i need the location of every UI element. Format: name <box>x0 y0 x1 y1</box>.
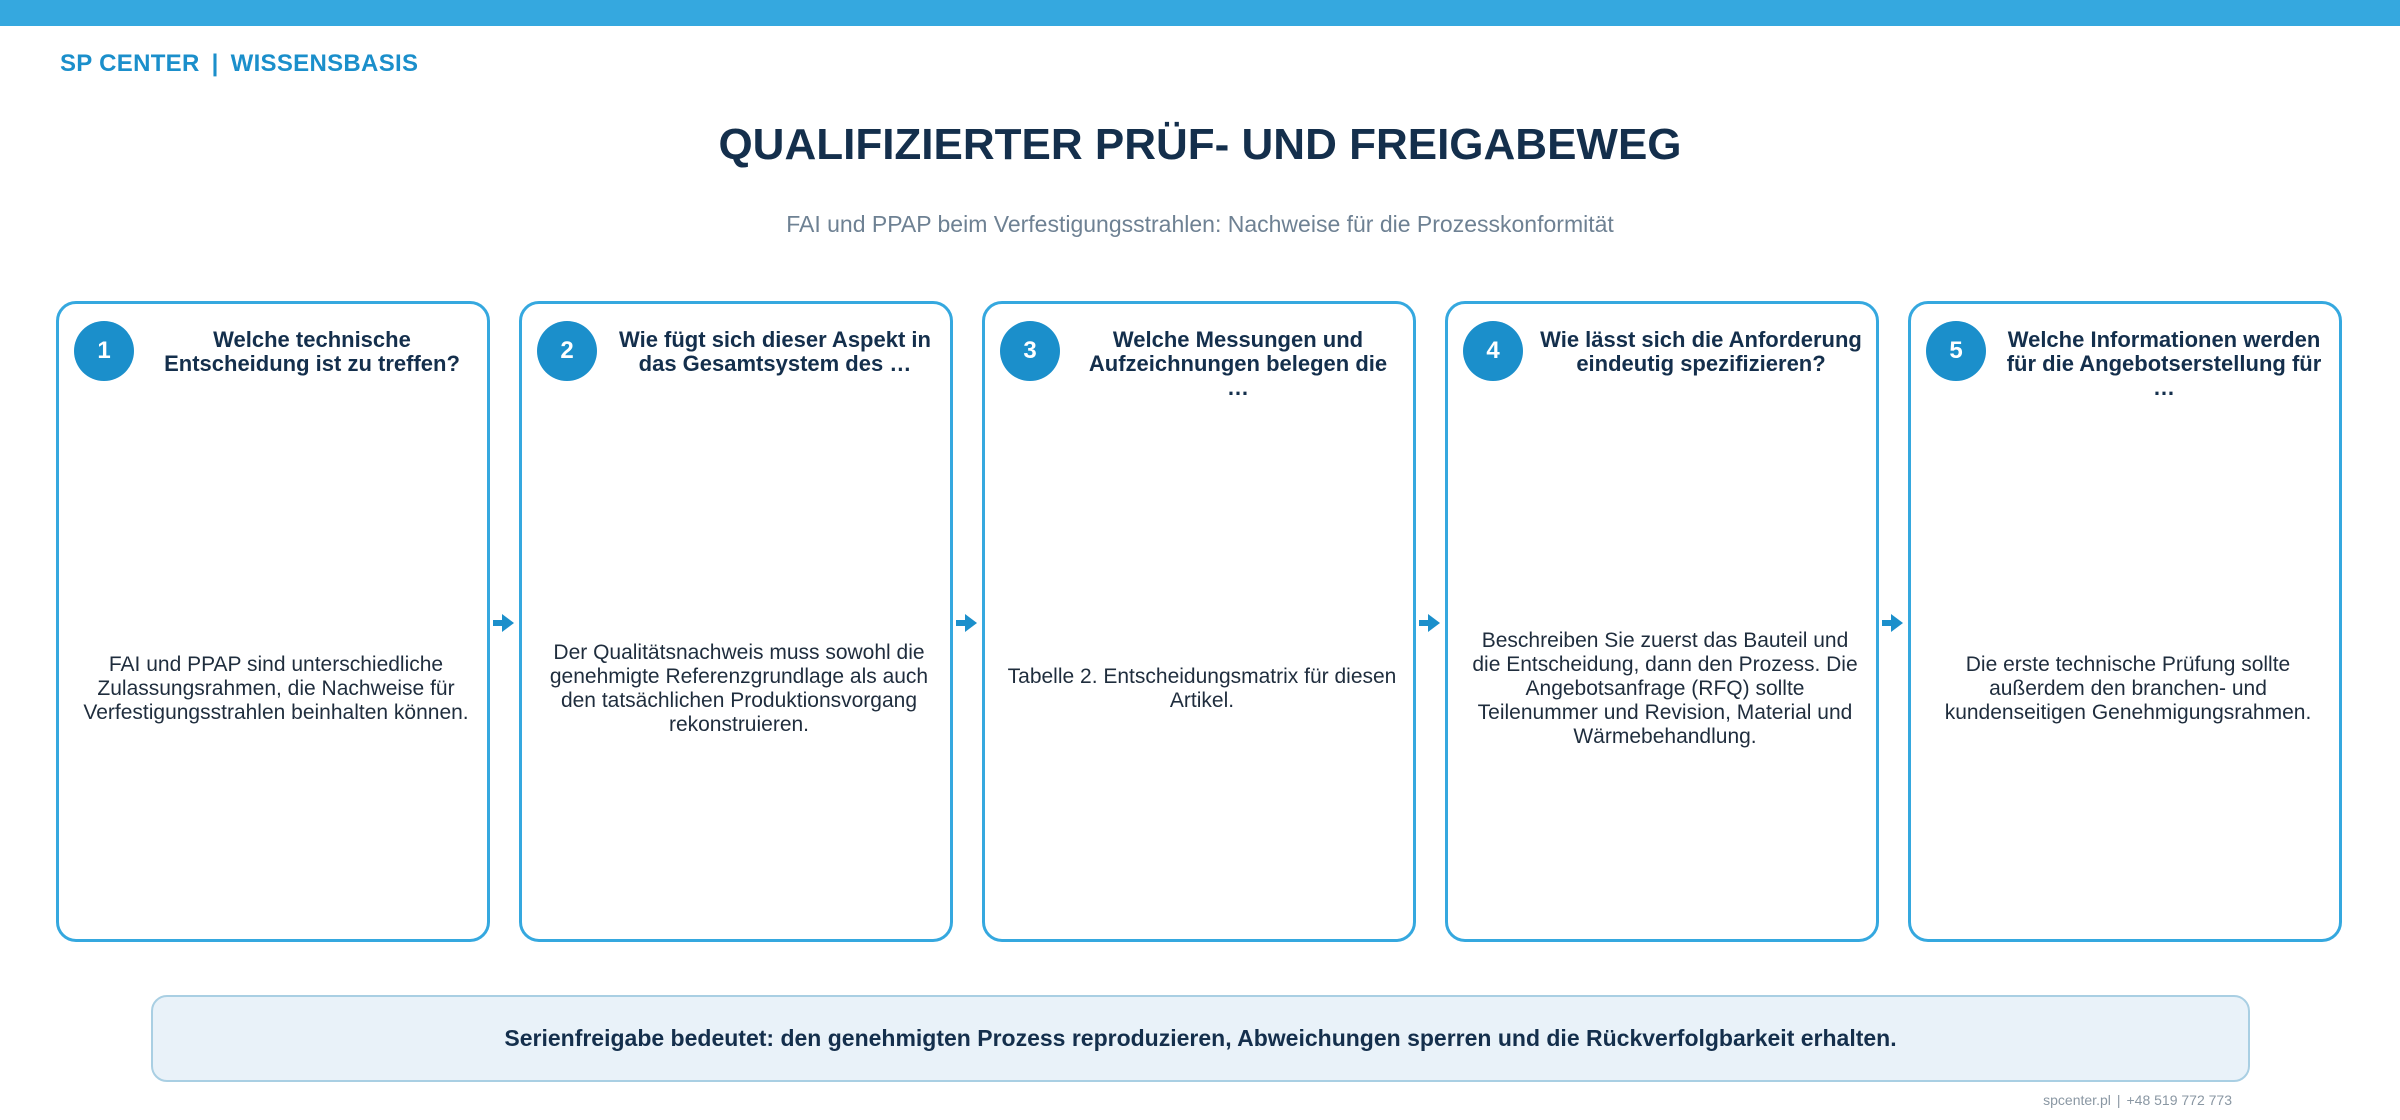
step-card-5 <box>1908 301 2342 942</box>
step-question: Welche technische Entscheidung ist zu treffen? <box>164 327 460 376</box>
summary-callout <box>151 995 2250 1082</box>
arrow-right-icon <box>493 612 515 634</box>
step-number-badge: 5 <box>1926 321 1986 381</box>
arrow-right-icon <box>956 612 978 634</box>
step-description: FAI und PPAP sind unterschiedliche Zulassungsrahmen, die Nachweise für Verfestigungsstrahlen beinhalten können. <box>83 653 469 724</box>
arrow-right-icon <box>1419 612 1441 634</box>
step-description: Die erste technische Prüfung sollte außerdem den branchen- und kundenseitigen Genehmigungsrahmen. <box>1944 653 2312 724</box>
page-title: QUALIFIZIERTER PRÜF- UND FREIGABEWEG <box>718 120 1682 169</box>
step-description: Der Qualitätsnachweis muss sowohl die genehmigte Referenzgrundlage als auch den tatsächlichen Produktionsvorgang rekonstruieren. <box>549 641 929 736</box>
step-card-3 <box>982 301 1416 942</box>
brand-divider: | <box>211 50 219 77</box>
contact-divider: | <box>2116 1092 2121 1108</box>
step-number-badge: 4 <box>1463 321 1523 381</box>
step-description: Tabelle 2. Entscheidungsmatrix für diesen Artikel. <box>1007 665 1397 712</box>
step-description: Beschreiben Sie zuerst das Bauteil und die Entscheidung, dann den Prozess. Die Angebotsanfrage (RFQ) sollte Teilenummer und Revision, Material und Wärmebehandlung. <box>1472 629 1858 748</box>
step-number-badge: 3 <box>1000 321 1060 381</box>
brand-section: WISSENSBASIS <box>230 50 419 77</box>
step-card-1 <box>56 301 490 942</box>
website-link[interactable]: spcenter.pl <box>2043 1092 2111 1108</box>
page-subtitle: FAI und PPAP beim Verfestigungsstrahlen: Nachweise für die Prozesskonformität <box>786 211 1614 237</box>
phone-number: +48 519 772 773 <box>2126 1092 2232 1108</box>
step-question: Wie lässt sich die Anforderung eindeutig spezifizieren? <box>1540 327 1862 376</box>
summary-text: Serienfreigabe bedeutet: den genehmigten Prozess reproduzieren, Abweichungen sperren und die Rückverfolgbarkeit erhalten. <box>504 1025 1897 1051</box>
step-question: Welche Messungen und Aufzeichnungen belegen die … <box>1088 327 1388 400</box>
step-question: Wie fügt sich dieser Aspekt in das Gesamtsystem des … <box>619 327 931 376</box>
arrow-right-icon <box>1882 612 1904 634</box>
step-card-4 <box>1445 301 1879 942</box>
step-question: Welche Informationen werden für die Angebotserstellung für … <box>2006 327 2322 400</box>
contact-info <box>2043 1092 2232 1108</box>
step-card-2 <box>519 301 953 942</box>
step-number-badge: 2 <box>537 321 597 381</box>
step-number-badge: 1 <box>74 321 134 381</box>
brand-name: SP CENTER <box>60 50 200 77</box>
